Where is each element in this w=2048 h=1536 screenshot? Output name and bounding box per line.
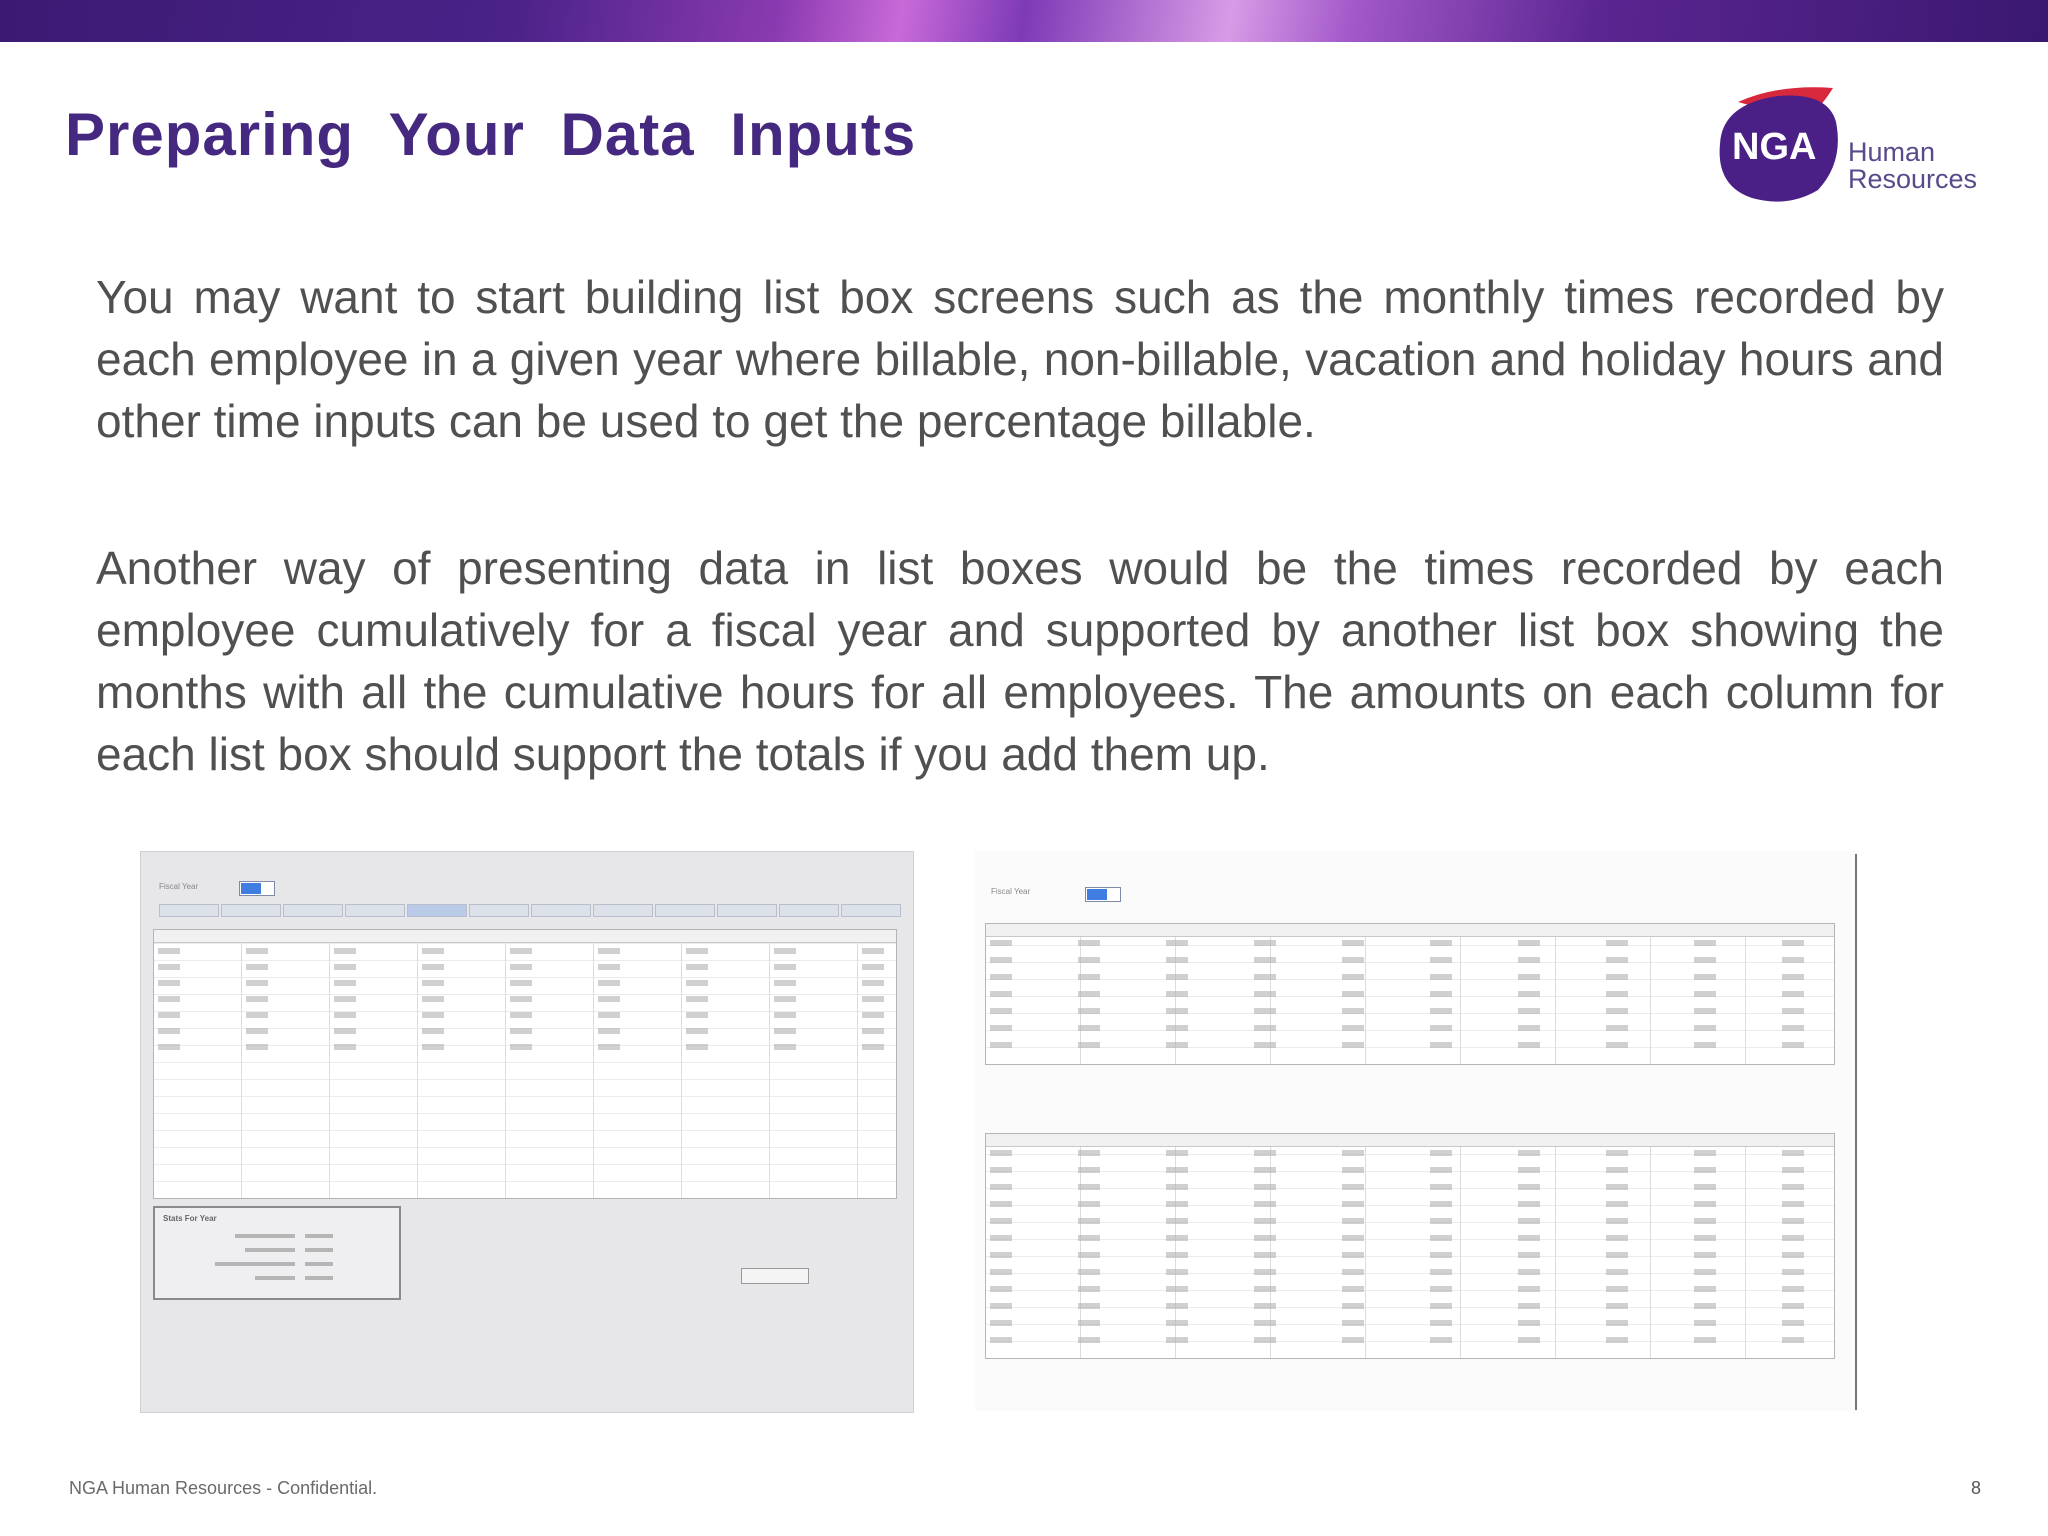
logo-mark-text: NGA bbox=[1732, 126, 1817, 168]
divider-line bbox=[1855, 854, 1857, 1410]
months-listbox-grid bbox=[985, 1133, 1835, 1359]
listbox-screenshot-monthly bbox=[140, 851, 914, 1413]
stats-title: Stats For Year bbox=[163, 1214, 217, 1223]
employee-listbox-grid bbox=[985, 923, 1835, 1065]
footer-confidential: NGA Human Resources - Confidential. bbox=[69, 1478, 378, 1498]
body-paragraph-1: You may want to start building list box screens such as the monthly times recorded by each employee in a given year where billable, non-billable, vacation and holiday hours and other time inputs can be used to get the percentage billable. bbox=[96, 271, 1944, 447]
nga-logo bbox=[1708, 82, 1978, 208]
fiscal-year-input-right bbox=[1085, 887, 1121, 902]
page-number: 8 bbox=[1970, 1478, 1981, 1498]
logo-line1: Human bbox=[1848, 137, 1936, 167]
slide-title: Preparing Your Data Inputs bbox=[65, 101, 917, 168]
stats-for-year-box bbox=[153, 1206, 401, 1300]
body-paragraph-2: Another way of presenting data in list boxes would be the times recorded by each employee cumulatively for a fiscal year and supported by another list box showing the months with all the cumulative hours for all employees. The amounts on each column for each list box should support the totals if you add them up. bbox=[96, 542, 1944, 780]
monthly-listbox-grid bbox=[153, 929, 897, 1199]
fiscal-year-input bbox=[239, 881, 275, 896]
month-tabs bbox=[159, 904, 901, 917]
exit-button bbox=[741, 1268, 809, 1284]
header-gradient-bar bbox=[0, 0, 2048, 42]
logo-line2: Resources bbox=[1848, 164, 1978, 194]
fiscal-year-label: Fiscal Year bbox=[159, 882, 199, 891]
listbox-screenshot-cumulative bbox=[975, 851, 1858, 1411]
fiscal-year-label-right: Fiscal Year bbox=[991, 887, 1031, 896]
